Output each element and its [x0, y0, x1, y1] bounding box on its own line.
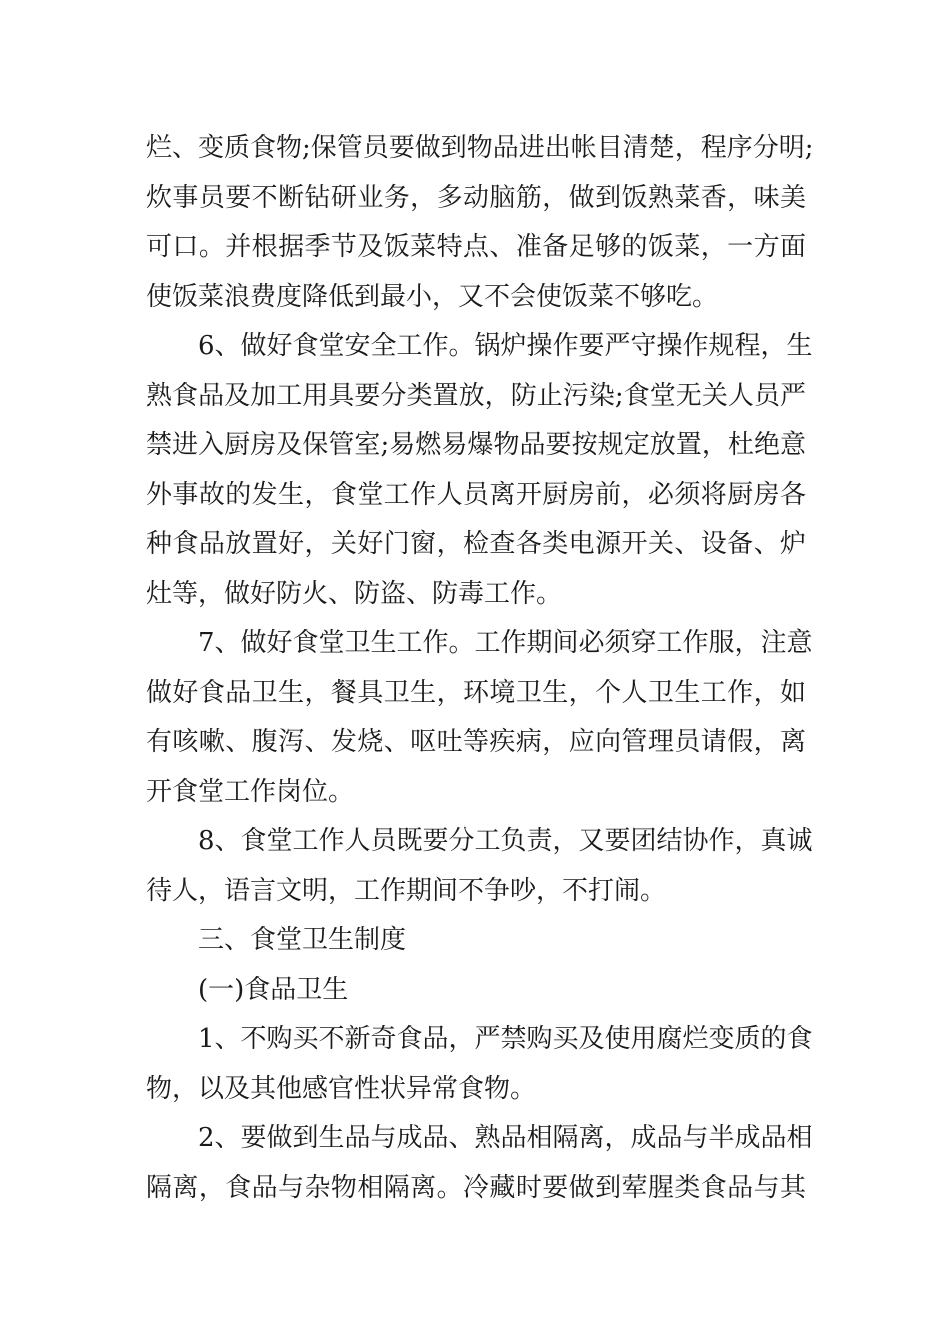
text-line: 开食堂工作岗位。	[146, 776, 355, 807]
text-line: 灶等，做好防火、防盗、防毒工作。	[146, 578, 563, 609]
text-line: 2、要做到生品与成品、熟品相隔离，成品与半成品相	[198, 1123, 813, 1153]
paragraph-rule-2	[146, 1114, 813, 1213]
document-body	[146, 124, 814, 1213]
text-line: 6、做好食堂安全工作。锅炉操作要严守操作规程，生	[198, 331, 813, 361]
text-line: 有咳嗽、腹泻、发烧、呕吐等疾病，应向管理员请假，离	[146, 727, 806, 757]
paragraph-rule-1	[146, 1015, 813, 1114]
paragraph-item-7	[146, 619, 813, 817]
heading-text: (一)食品卫生	[198, 974, 349, 1005]
subsection-heading	[146, 966, 806, 1016]
text-line: 烂、变质食物;保管员要做到物品进出帐目清楚，程序分明;	[146, 133, 814, 163]
text-line: 隔离，食品与杂物相隔离。冷藏时要做到荤腥类食品与其	[146, 1172, 806, 1203]
section-heading	[146, 916, 806, 966]
text-line: 外事故的发生，食堂工作人员离开厨房前，必须将厨房各	[146, 479, 806, 510]
paragraph-continuation	[146, 124, 814, 322]
text-line: 使饭菜浪费度降低到最小，又不会使饭菜不够吃。	[146, 281, 719, 312]
heading-text: 三、食堂卫生制度	[198, 925, 407, 955]
text-line: 种食品放置好，关好门窗，检查各类电源开关、设备、炉	[146, 529, 806, 559]
text-line: 熟食品及加工用具要分类置放，防止污染;食堂无关人员严	[146, 380, 806, 411]
text-line: 待人，语言文明，工作期间不争吵，不打闹。	[146, 875, 667, 906]
paragraph-item-6	[146, 322, 813, 619]
text-line: 1、不购买不新奇食品，严禁购买及使用腐烂变质的食	[198, 1024, 813, 1054]
text-line: 禁进入厨房及保管室;易燃易爆物品要按规定放置，杜绝意	[146, 430, 806, 460]
text-line: 炊事员要不断钻研业务，多动脑筋，做到饭熟菜香，味美	[146, 182, 806, 213]
text-line: 做好食品卫生，餐具卫生，环境卫生，个人卫生工作，如	[146, 677, 806, 708]
paragraph-item-8	[146, 817, 813, 916]
text-line: 物，以及其他感官性状异常食物。	[146, 1073, 537, 1104]
text-line: 8、食堂工作人员既要分工负责，又要团结协作，真诚	[198, 826, 813, 856]
text-line: 7、做好食堂卫生工作。工作期间必须穿工作服，注意	[198, 628, 813, 658]
text-line: 可口。并根据季节及饭菜特点、准备足够的饭菜，一方面	[146, 232, 806, 262]
